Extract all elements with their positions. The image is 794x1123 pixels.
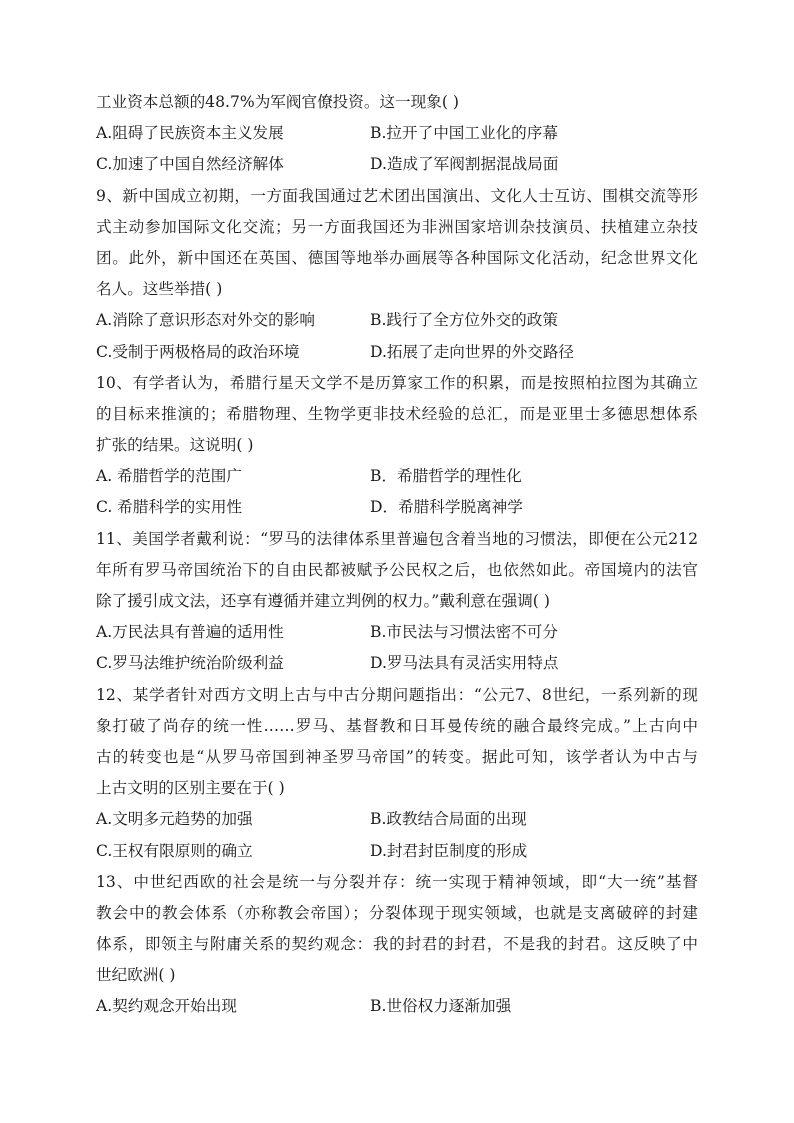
option-d[interactable]: D.拓展了走向世界的外交路径	[370, 342, 575, 361]
option-b[interactable]: B.拉开了中国工业化的序幕	[370, 124, 558, 143]
option-c[interactable]: C.加速了中国自然经济解体	[96, 155, 284, 174]
option-c[interactable]: C.受制于两极格局的政治环境	[96, 342, 300, 361]
question-9	[96, 181, 698, 368]
question-stem-line: 12、某学者针对西方文明上古与中古分期问题指出：“公元7、8世纪，一系列新的现	[96, 685, 698, 704]
option-b[interactable]: B.政教结合局面的出现	[370, 810, 527, 829]
option-a[interactable]: A.契约观念开始出现	[96, 997, 237, 1016]
option-b[interactable]: B.践行了全方位外交的政策	[370, 311, 558, 330]
option-row	[96, 118, 698, 149]
question-stem-line: 10、有学者认为，希腊行星天文学不是历算家工作的积累，而是按照柏拉图为其确立	[96, 373, 698, 392]
option-a[interactable]: A.万民法具有普遍的适用性	[96, 623, 284, 642]
option-c[interactable]: C. 希腊科学的实用性	[96, 498, 243, 517]
question-12	[96, 680, 698, 867]
option-a[interactable]: A.文明多元趋势的加强	[96, 810, 253, 829]
question-stem-line: 扩张的结果。这说明( )	[96, 436, 254, 455]
option-b[interactable]: B．希腊哲学的理性化	[370, 467, 522, 486]
question-10	[96, 368, 698, 524]
question-stem-line: 世纪欧洲( )	[96, 966, 176, 985]
option-row	[96, 492, 698, 523]
option-row	[96, 337, 698, 368]
question-stem-line: 名人。这些举措( )	[96, 280, 223, 299]
question-stem-line: 式主动参加国际文化交流；另一方面我国还为非洲国家培训杂技演员、扶植建立杂技	[96, 217, 698, 236]
option-row	[96, 836, 698, 867]
question-stem-line: 上古文明的区别主要在于( )	[96, 779, 285, 798]
option-a[interactable]: A.消除了意识形态对外交的影响	[96, 311, 315, 330]
exam-page	[96, 87, 698, 1023]
question-8-continuation	[96, 87, 698, 181]
question-stem-line: 11、美国学者戴利说：“罗马的法律体系里普遍包含着当地的习惯法，即便在公元212	[96, 529, 698, 548]
option-row	[96, 991, 698, 1022]
option-d[interactable]: D.造成了军阀割据混战局面	[370, 155, 559, 174]
question-stem-line: 古的转变也是“从罗马帝国到神圣罗马帝国”的转变。据此可知，该学者认为中古与	[96, 747, 698, 766]
option-row	[96, 617, 698, 648]
option-c[interactable]: C.罗马法维护统治阶级利益	[96, 654, 284, 673]
option-b[interactable]: B.市民法与习惯法密不可分	[370, 623, 558, 642]
question-13	[96, 867, 698, 1023]
question-stem-line: 象打破了尚存的统一性……罗马、基督教和日耳曼传统的融合最终完成。”上古向中	[96, 716, 698, 735]
option-row	[96, 461, 698, 492]
question-stem-line: 的目标来推演的；希腊物理、生物学更非技术经验的总汇，而是亚里士多德思想体系	[96, 404, 698, 423]
option-row	[96, 305, 698, 336]
question-stem-line: 9、新中国成立初期，一方面我国通过艺术团出国演出、文化人士互访、围棋交流等形	[96, 186, 698, 205]
option-d[interactable]: D．希腊科学脱离神学	[370, 498, 523, 517]
option-row	[96, 804, 698, 835]
question-stem-line: 团。此外，新中国还在英国、德国等地举办画展等各种国际文化活动，纪念世界文化	[96, 248, 698, 267]
option-d[interactable]: D.罗马法具有灵活实用特点	[370, 654, 559, 673]
option-row	[96, 149, 698, 180]
option-d[interactable]: D.封君封臣制度的形成	[370, 841, 528, 860]
option-row	[96, 648, 698, 679]
question-11	[96, 524, 698, 680]
question-8-stem-line: 工业资本总额的48.7%为军阀官僚投资。这一现象( )	[96, 93, 459, 111]
question-stem-line: 除了援引成文法，还享有遵循并建立判例的权力。”戴利意在强调( )	[96, 592, 550, 610]
question-stem-line: 13、中世纪西欧的社会是统一与分裂并存：统一实现于精神领域，即“大一统”基督	[96, 872, 698, 891]
question-stem-line: 年所有罗马帝国统治下的自由民都被赋予公民权之后，也依然如此。帝国境内的法官	[96, 560, 698, 579]
option-c[interactable]: C.王权有限原则的确立	[96, 841, 253, 860]
option-a[interactable]: A. 希腊哲学的范围广	[96, 467, 242, 486]
option-a[interactable]: A.阻碍了民族资本主义发展	[96, 124, 284, 143]
question-stem-line: 教会中的教会体系（亦称教会帝国）；分裂体现于现实领域，也就是支离破碎的封建	[96, 903, 698, 922]
option-b[interactable]: B.世俗权力逐渐加强	[370, 997, 512, 1016]
question-stem-line: 体系，即领主与附庸关系的契约观念：我的封君的封君，不是我的封君。这反映了中	[96, 935, 698, 954]
